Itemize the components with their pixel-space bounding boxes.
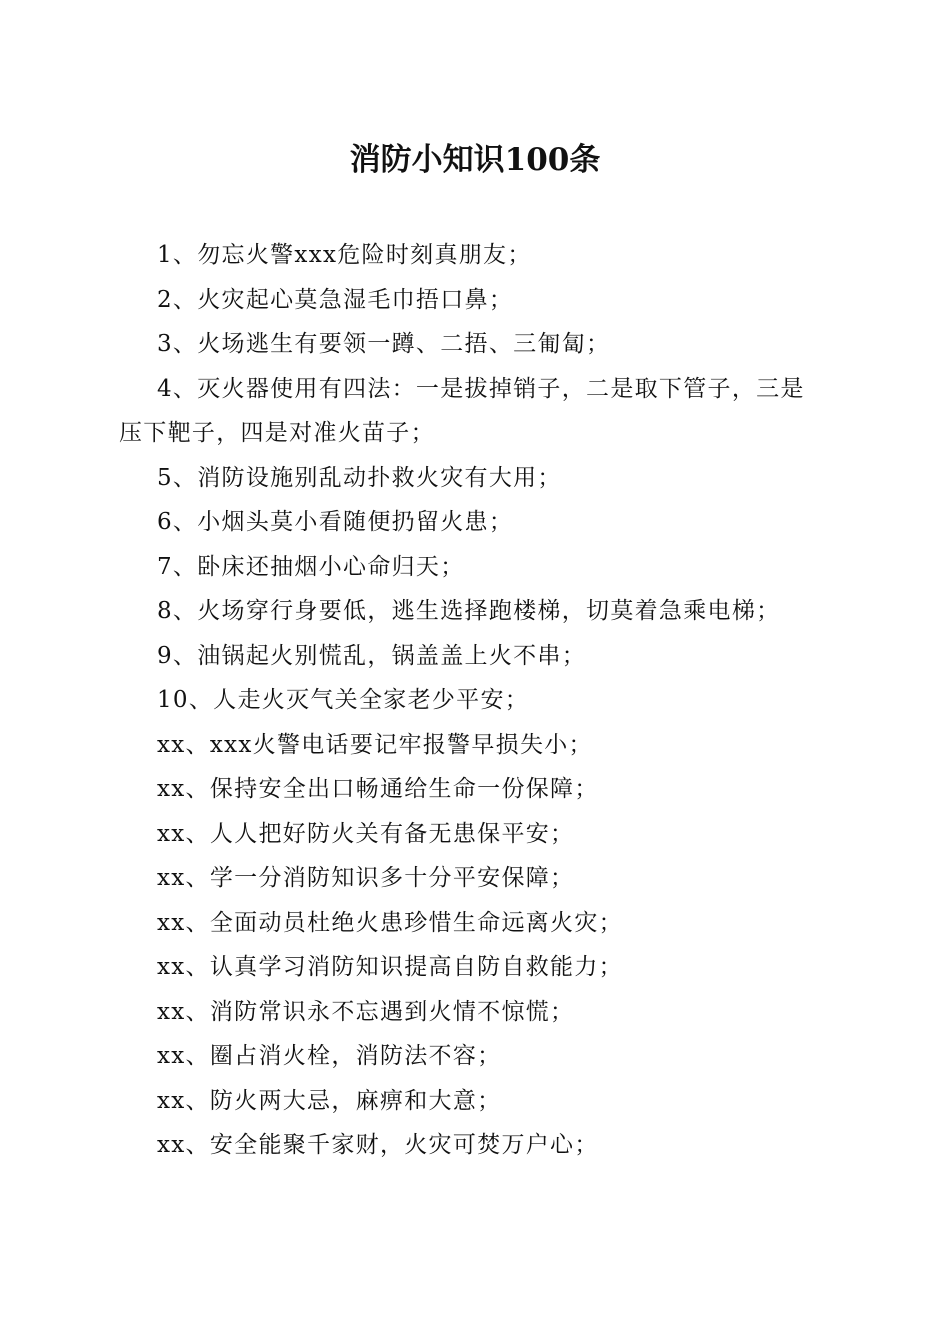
list-item: 1、勿忘火警xxx危险时刻真朋友； <box>157 242 532 268</box>
list-item: xx、防火两大忌，麻痹和大意； <box>157 1087 502 1114</box>
list-item: xx、学一分消防知识多十分平安保障； <box>157 865 575 891</box>
list-item: 6、小烟头莫小看随便扔留火患； <box>157 509 514 535</box>
list-item: 9、油锅起火别慌乱，锅盖盖上火不串； <box>157 642 587 669</box>
document-body <box>119 233 829 1168</box>
list-item: 10、人走火灭气关全家老少平安； <box>157 687 530 713</box>
list-item: 5、消防设施别乱动扑救火灾有大用； <box>157 464 562 491</box>
list-item: xx、安全能聚千家财，火灾可焚万户心； <box>157 1132 599 1158</box>
list-item: xx、圈占消火栓，消防法不容； <box>157 1043 502 1069</box>
list-item: xx、认真学习消防知识提高自防自救能力； <box>157 954 623 980</box>
list-item: 3、火场逃生有要领一蹲、二捂、三匍匐； <box>157 331 611 357</box>
list-item: xx、全面动员杜绝火患珍惜生命远离火灾； <box>157 909 623 936</box>
list-item: 2、火灾起心莫急湿毛巾捂口鼻； <box>157 286 514 313</box>
list-item: 4、灭火器使用有四法：一是拔掉销子，二是取下管子，三是压下靶子，四是对准火苗子； <box>119 375 805 446</box>
list-item: 7、卧床还抽烟小心命归天； <box>157 553 465 580</box>
list-item: 8、火场穿行身要低，逃生选择跑楼梯，切莫着急乘电梯； <box>157 598 781 624</box>
list-item: xx、xxx火警电话要记牢报警早损失小； <box>157 731 593 758</box>
list-item: xx、人人把好防火关有备无患保平安； <box>157 820 575 847</box>
list-item: xx、保持安全出口畅通给生命一份保障； <box>157 776 599 802</box>
list-item: xx、消防常识永不忘遇到火情不惊慌； <box>157 998 575 1025</box>
document-title: 消防小知识100条 <box>349 142 601 178</box>
